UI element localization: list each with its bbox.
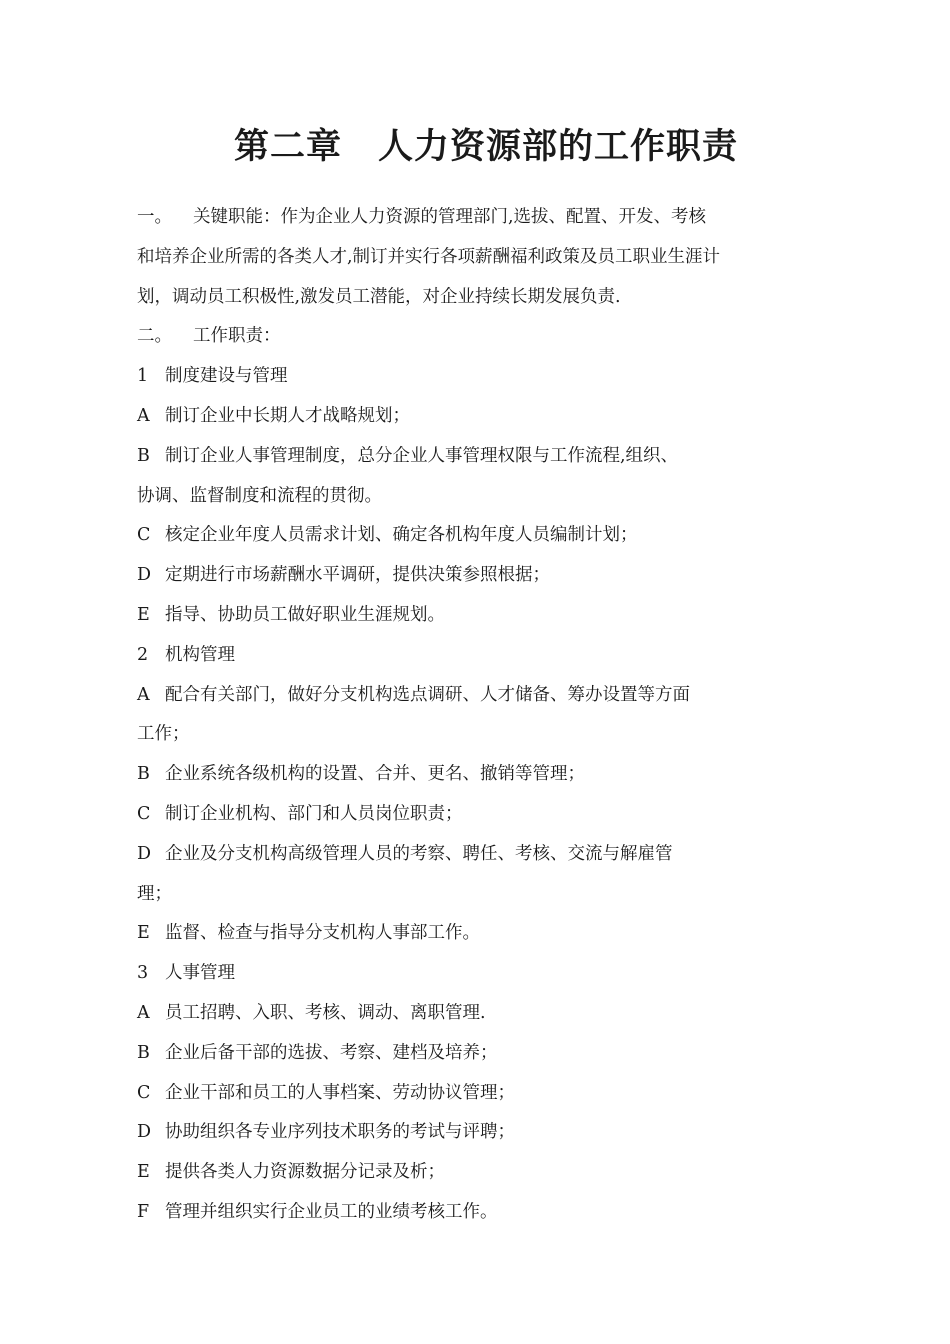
text-line [137,755,797,795]
line-text: 提供各类人力资源数据分记录及析； [165,1162,445,1183]
list-marker: E [137,923,150,944]
list-marker: E [137,1162,150,1183]
text-line [137,795,797,835]
text-line [137,835,797,875]
text-line [137,198,797,238]
text-line [137,676,797,716]
text-line [137,317,797,357]
text-line [137,875,797,915]
list-marker: 1 [137,366,149,387]
text-line [137,556,797,596]
line-text: 制订企业中长期人才战略规划； [165,405,410,426]
list-marker: B [137,764,150,785]
list-marker: A [137,1002,150,1023]
text-line [137,437,797,477]
line-text: 工作职责： [193,326,281,347]
text-line [137,994,797,1034]
text-line [137,1074,797,1114]
text-line [137,1113,797,1153]
list-marker: 3 [137,963,149,984]
list-marker: 一。 [137,207,172,227]
line-text: 制订企业机构、部门和人员岗位职责； [165,803,463,824]
text-line [137,1153,797,1193]
line-text: 制度建设与管理 [165,366,288,387]
text-line [137,1193,797,1233]
line-text: 理； [137,883,172,904]
text-line [137,954,797,994]
text-line [137,357,797,397]
list-marker: A [137,684,150,705]
line-text: 配合有关部门，做好分支机构选点调研、人才储备、筹办设置等方面 [165,684,690,705]
text-line [137,1034,797,1074]
list-marker: D [137,1122,152,1143]
line-text: 企业及分支机构高级管理人员的考察、聘任、考核、交流与解雇管 [165,843,673,864]
line-text: 监督、检查与指导分支机构人事部工作。 [165,923,480,944]
list-marker: 2 [137,644,149,665]
list-marker: C [137,1082,151,1103]
list-marker: D [137,565,152,586]
line-text: 管理并组织实行企业员工的业绩考核工作。 [165,1201,498,1222]
text-line [137,516,797,556]
line-text: 关键职能：作为企业人力资源的管理部门,选拔、配置、开发、考核 [193,207,707,227]
list-marker: C [137,803,151,824]
line-text: 协助组织各专业序列技术职务的考试与评聘； [165,1122,515,1143]
list-marker: E [137,604,150,625]
line-text: 指导、协助员工做好职业生涯规划。 [165,604,445,625]
line-text: 核定企业年度人员需求计划、确定各机构年度人员编制计划； [165,525,638,546]
document-body [137,198,797,1233]
line-text: 员工招聘、入职、考核、调动、离职管理. [165,1002,486,1023]
text-line [137,596,797,636]
line-text: 企业后备干部的选拔、考察、建档及培养； [165,1042,498,1063]
line-text: 制订企业人事管理制度，总分企业人事管理权限与工作流程,组织、 [165,445,679,466]
text-line [137,477,797,517]
line-text: 企业系统各级机构的设置、合并、更名、撤销等管理； [165,764,585,785]
chapter-title: 第二章 人力资源部的工作职责 [233,126,738,167]
line-text: 机构管理 [165,644,235,665]
text-line [137,397,797,437]
text-line [137,914,797,954]
line-text: 定期进行市场薪酬水平调研，提供决策参照根据； [165,565,550,586]
list-marker: D [137,843,152,864]
list-marker: F [137,1201,150,1222]
text-line [137,278,797,318]
line-text: 人事管理 [165,963,235,984]
text-line [137,636,797,676]
list-marker: 二。 [137,326,172,347]
list-marker: B [137,445,150,466]
list-marker: C [137,525,151,546]
line-text: 划，调动员工积极性,激发员工潜能，对企业持续长期发展负责. [137,286,621,307]
list-marker: B [137,1042,150,1063]
text-line [137,238,797,278]
line-text: 企业干部和员工的人事档案、劳动协议管理； [165,1082,515,1103]
list-marker: A [137,405,150,426]
line-text: 协调、监督制度和流程的贯彻。 [137,485,382,506]
line-text: 和培养企业所需的各类人才,制订并实行各项薪酬福利政策及员工职业生涯计 [137,246,721,267]
line-text: 工作； [137,724,190,745]
text-line [137,715,797,755]
